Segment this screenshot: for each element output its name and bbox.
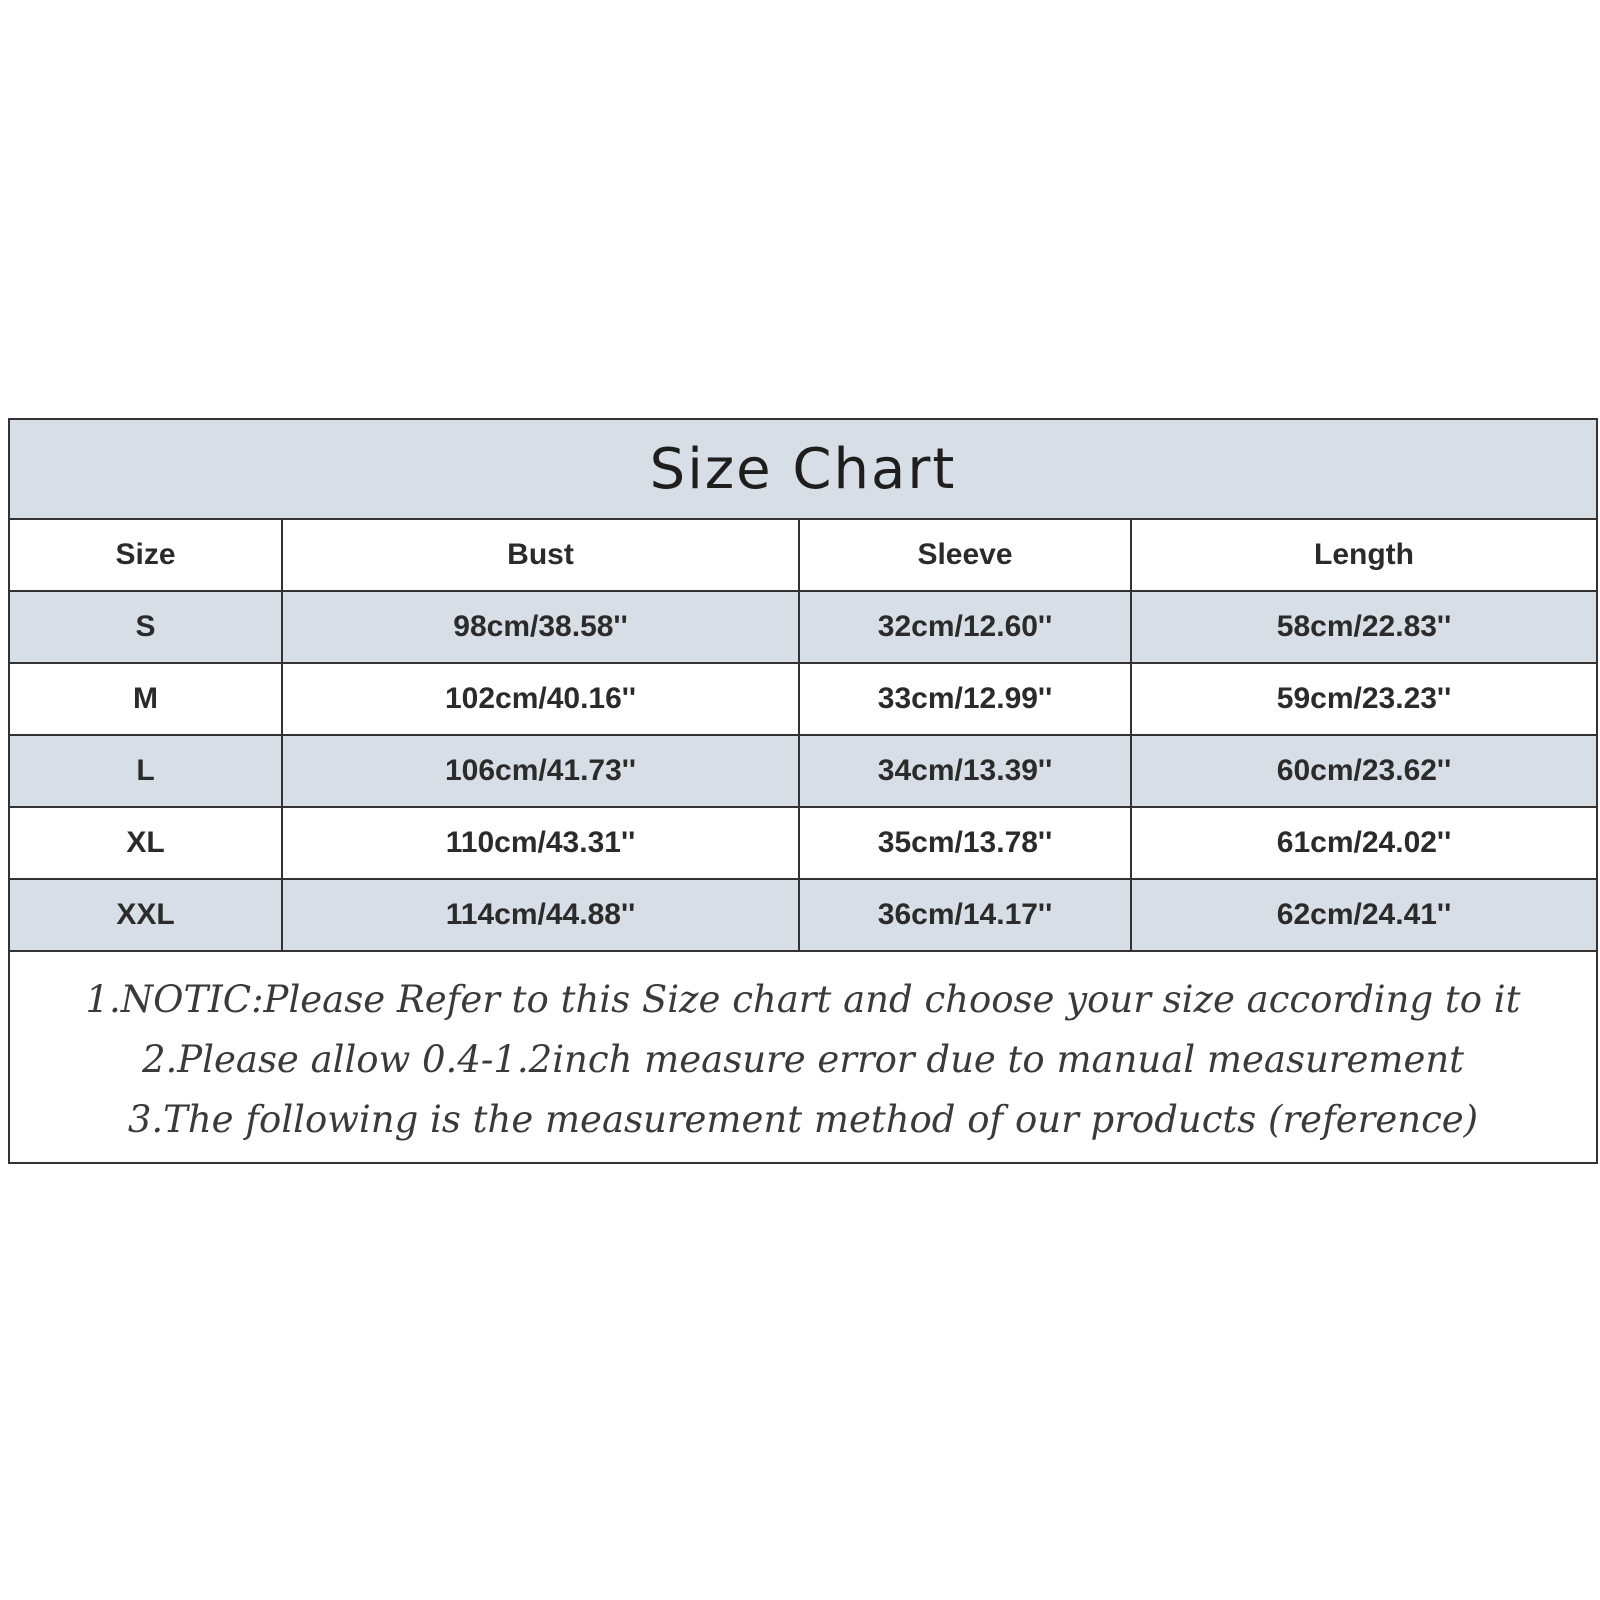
size-cell: M (10, 663, 282, 735)
sleeve-cell: 35cm/13.78'' (799, 807, 1131, 879)
size-chart (8, 418, 1598, 1164)
header-row (10, 520, 1596, 591)
size-cell: XXL (10, 879, 282, 951)
sleeve-cell: 33cm/12.99'' (799, 663, 1131, 735)
column-header-sleeve: Sleeve (799, 520, 1131, 591)
length-cell: 59cm/23.23'' (1131, 663, 1596, 735)
bust-cell: 102cm/40.16'' (282, 663, 799, 735)
size-table (10, 520, 1596, 952)
column-header-length: Length (1131, 520, 1596, 591)
notes-section (10, 957, 1596, 1162)
column-header-bust: Bust (282, 520, 799, 591)
sleeve-cell: 34cm/13.39'' (799, 735, 1131, 807)
table-row (10, 807, 1596, 879)
column-header-size: Size (10, 520, 282, 591)
size-cell: L (10, 735, 282, 807)
bust-cell: 110cm/43.31'' (282, 807, 799, 879)
note-line: 3.The following is the measurement method of our products (reference) (127, 1097, 1479, 1141)
size-cell: XL (10, 807, 282, 879)
bust-cell: 106cm/41.73'' (282, 735, 799, 807)
note-line: 1.NOTIC:Please Refer to this Size chart and choose your size according to it (85, 977, 1521, 1021)
table-row (10, 591, 1596, 663)
sleeve-cell: 32cm/12.60'' (799, 591, 1131, 663)
length-cell: 62cm/24.41'' (1131, 879, 1596, 951)
sleeve-cell: 36cm/14.17'' (799, 879, 1131, 951)
bust-cell: 98cm/38.58'' (282, 591, 799, 663)
title-band (10, 420, 1596, 520)
chart-title: Size Chart (649, 436, 957, 502)
table-row (10, 663, 1596, 735)
table-row (10, 879, 1596, 951)
length-cell: 61cm/24.02'' (1131, 807, 1596, 879)
length-cell: 60cm/23.62'' (1131, 735, 1596, 807)
bust-cell: 114cm/44.88'' (282, 879, 799, 951)
size-cell: S (10, 591, 282, 663)
length-cell: 58cm/22.83'' (1131, 591, 1596, 663)
table-row (10, 735, 1596, 807)
note-line: 2.Please allow 0.4-1.2inch measure error due to manual measurement (141, 1037, 1465, 1081)
